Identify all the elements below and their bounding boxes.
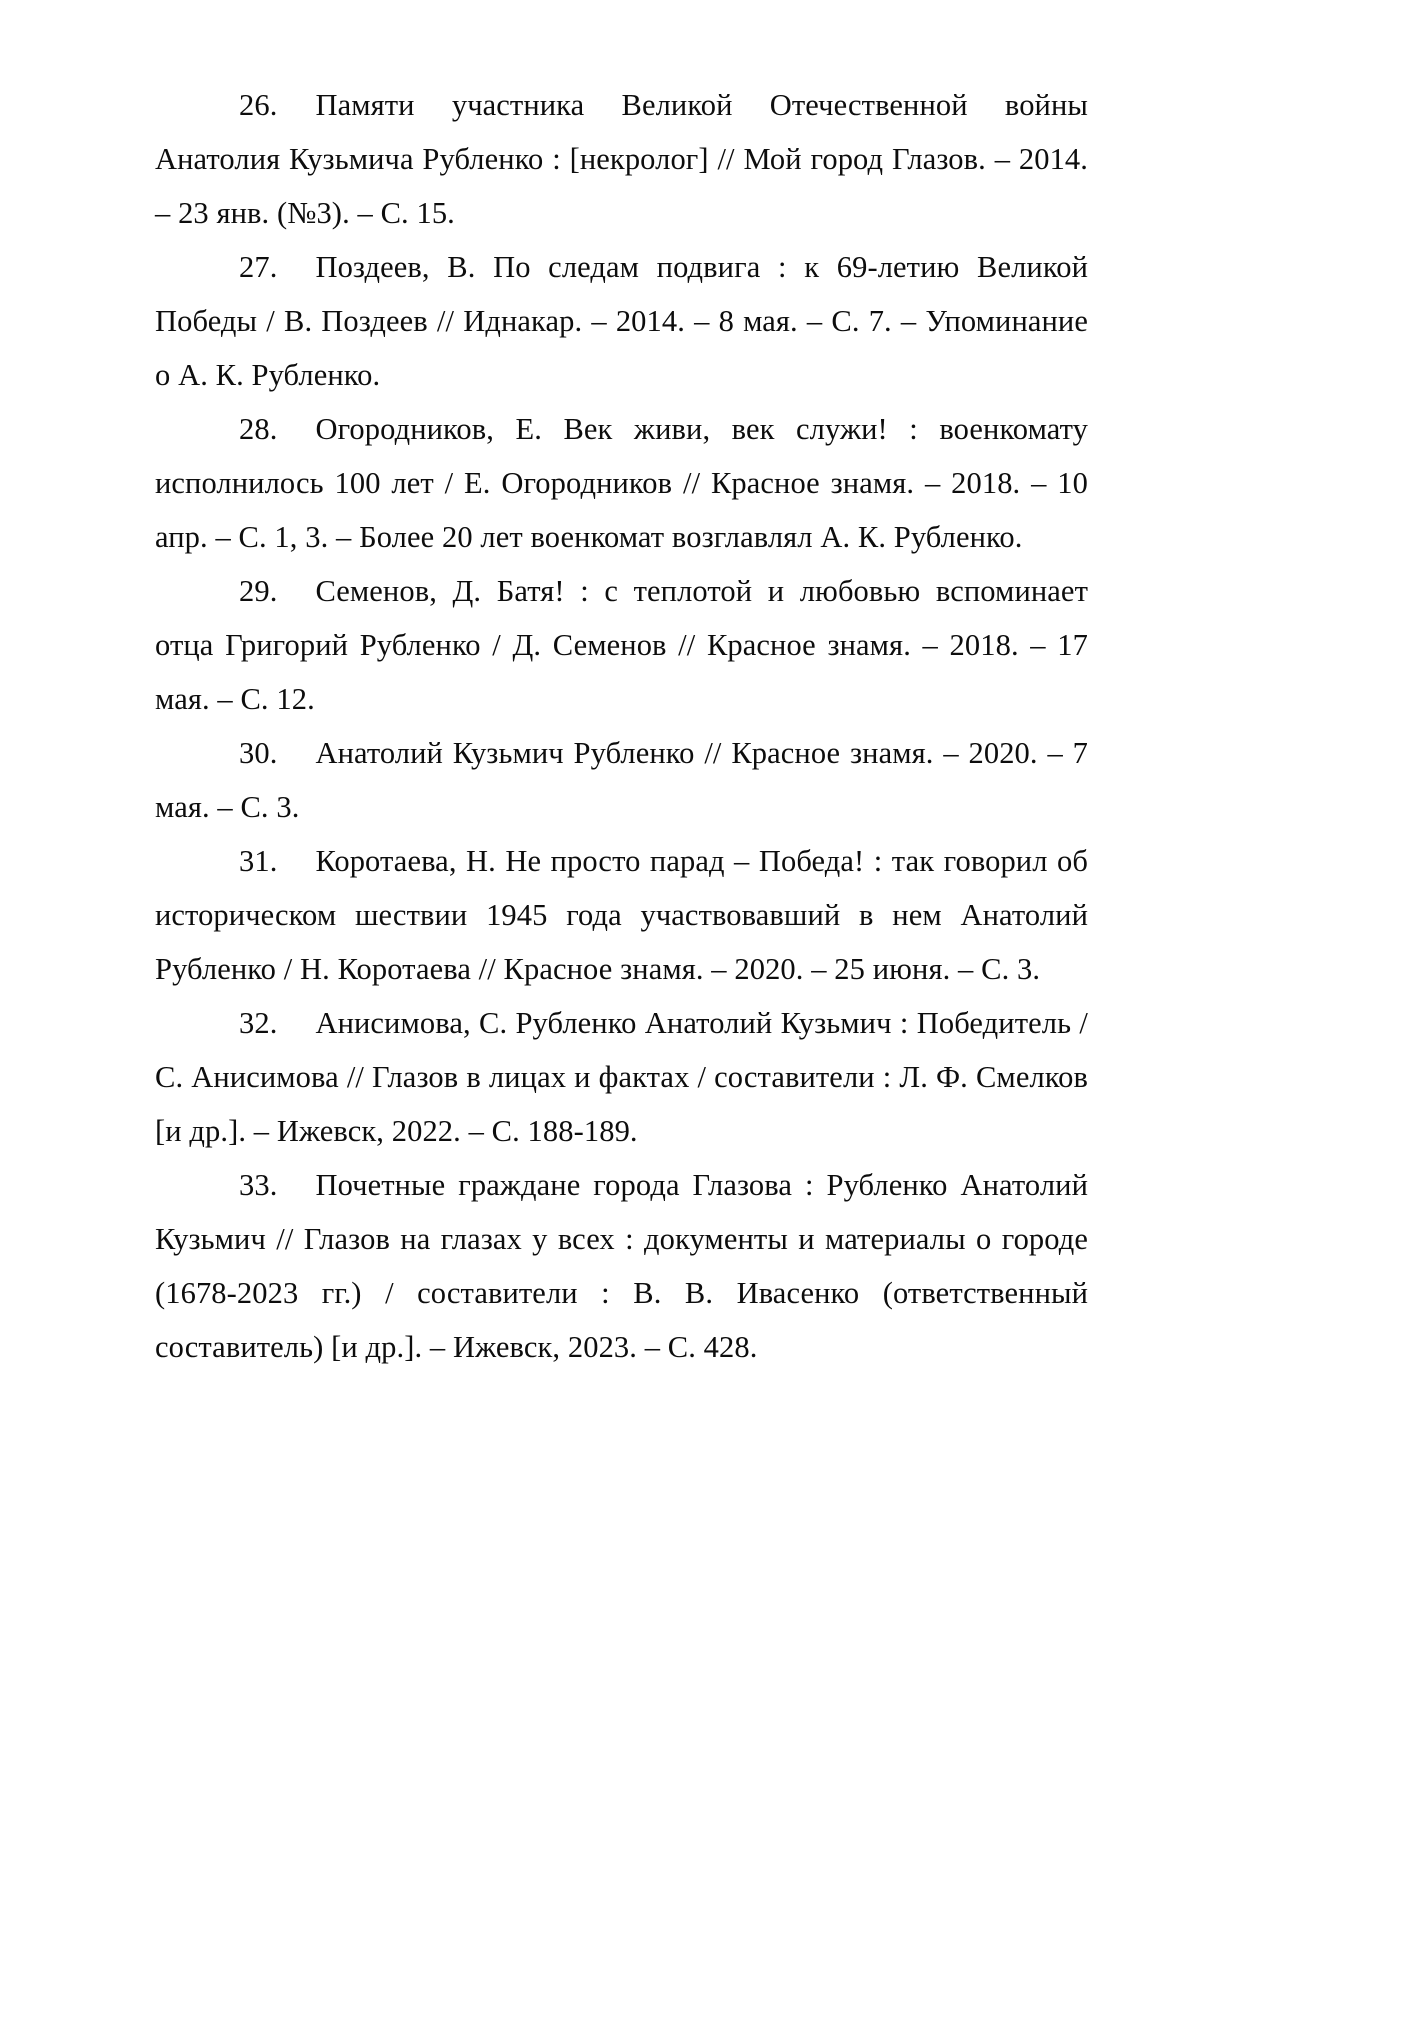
bibliography-entry	[155, 564, 1088, 726]
entry-text: Памяти участника Великой Отечественной войны Анатолия Кузьмича Рубленко : [некролог] // Мой город Глазов. – 2014. – 23 янв. (№3). – С. 15.	[155, 88, 1088, 230]
bibliography-entry	[155, 996, 1088, 1158]
bibliography-entry	[155, 834, 1088, 996]
bibliography-entry	[155, 240, 1088, 402]
entry-number: 26.	[239, 88, 278, 122]
entry-number: 32.	[239, 1006, 278, 1040]
entry-text: Семенов, Д. Батя! : с теплотой и любовью вспоминает отца Григорий Рубленко / Д. Семенов // Красное знамя. – 2018. – 17 мая. – С. 12.	[155, 574, 1088, 716]
bibliography-list	[155, 78, 1088, 1374]
bibliography-entry	[155, 726, 1088, 834]
entry-number: 31.	[239, 844, 278, 878]
bibliography-entry	[155, 402, 1088, 564]
entry-text: Огородников, Е. Век живи, век служи! : военкомату исполнилось 100 лет / Е. Огородников // Красное знамя. – 2018. – 10 апр. – С. 1, 3. – Более 20 лет военкомат возглавлял А. К. Рубленко.	[155, 412, 1088, 554]
entry-text: Анатолий Кузьмич Рубленко // Красное знамя. – 2020. – 7 мая. – С. 3.	[155, 736, 1088, 824]
entry-text: Почетные граждане города Глазова : Рубленко Анатолий Кузьмич // Глазов на глазах у всех : документы и материалы о городе (1678-2023 гг.) / составители : В. В. Ивасенко (ответственный составитель) [и др.]. – Ижевск, 2023. – С. 428.	[155, 1168, 1088, 1364]
entry-number: 27.	[239, 250, 278, 284]
bibliography-entry	[155, 78, 1088, 240]
entry-number: 33.	[239, 1168, 278, 1202]
entry-number: 30.	[239, 736, 278, 770]
entry-number: 28.	[239, 412, 278, 446]
entry-text: Поздеев, В. По следам подвига : к 69-летию Великой Победы / В. Поздеев // Иднакар. – 2014. – 8 мая. – С. 7. – Упоминание о А. К. Рубленко.	[155, 250, 1088, 392]
entry-text: Коротаева, Н. Не просто парад – Победа! : так говорил об историческом шествии 1945 года участвовавший в нем Анатолий Рубленко / Н. Коротаева // Красное знамя. – 2020. – 25 июня. – С. 3.	[155, 844, 1088, 986]
entry-text: Анисимова, С. Рубленко Анатолий Кузьмич : Победитель / С. Анисимова // Глазов в лицах и фактах / составители : Л. Ф. Смелков [и др.]. – Ижевск, 2022. – С. 188-189.	[155, 1006, 1088, 1148]
bibliography-entry	[155, 1158, 1088, 1374]
entry-number: 29.	[239, 574, 278, 608]
